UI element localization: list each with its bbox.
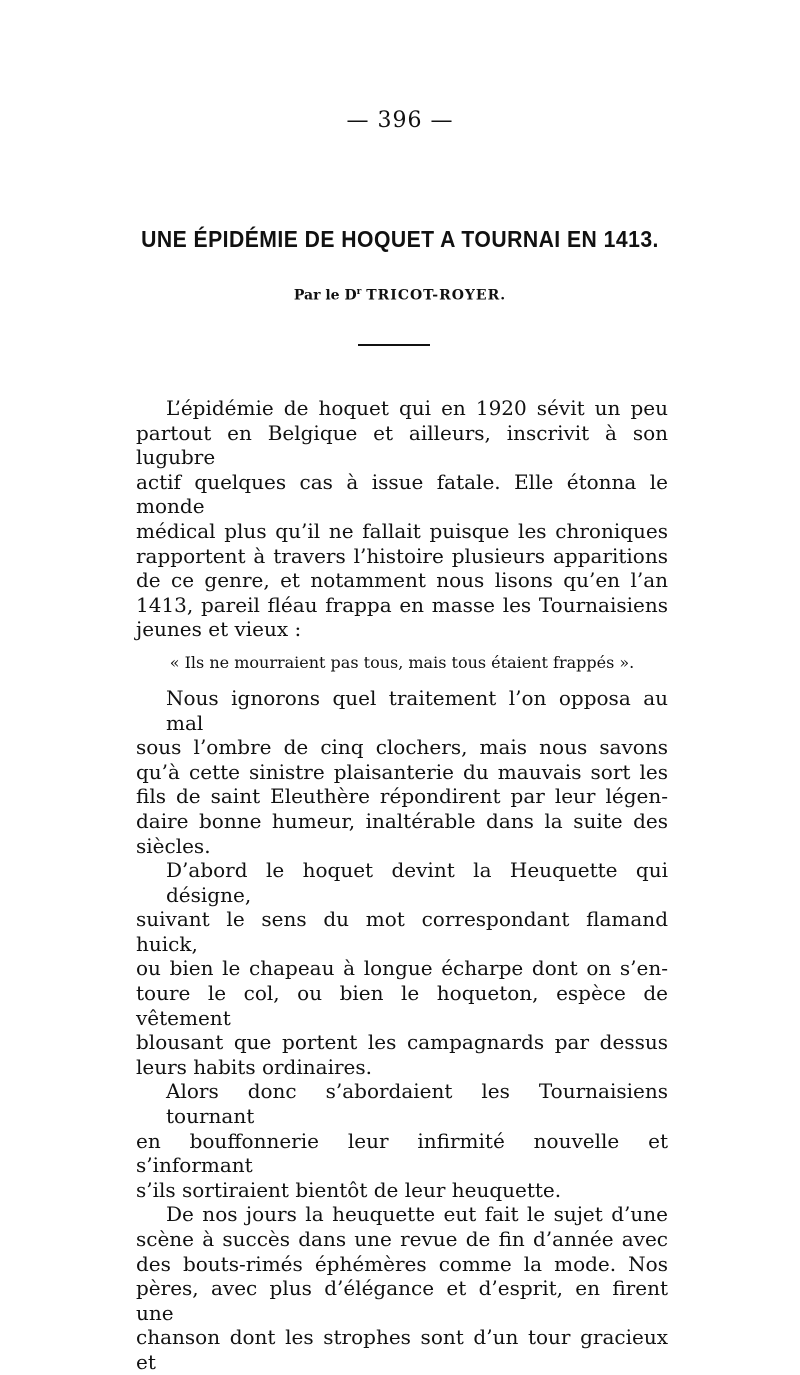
text-line: des bouts-rimés éphémères comme la mode. Nos xyxy=(136,1251,668,1276)
byline xyxy=(0,287,800,304)
text-line: partout en Belgique et ailleurs, inscrivit à son lugubre xyxy=(136,420,668,470)
text-line: daire bonne humeur, inaltérable dans la suite des xyxy=(136,808,668,833)
text-line: jeunes et vieux : xyxy=(136,617,302,642)
text-line: rapportent à travers l’histoire plusieurs apparitions xyxy=(136,543,668,568)
title-divider xyxy=(358,344,430,346)
paragraph-3 xyxy=(136,858,668,1079)
text-line: suivant le sens du mot correspondant flamand huick, xyxy=(136,907,668,956)
text-line: leurs habits ordinaires. xyxy=(136,1054,372,1079)
paragraph-5 xyxy=(136,1202,668,1374)
text-line: D’abord le hoquet devint la Heuquette qui désigne, xyxy=(166,858,668,907)
text-line: ou bien le chapeau à longue écharpe dont on s’en- xyxy=(136,956,668,981)
text-line: De nos jours la heuquette eut fait le sujet d’une xyxy=(166,1202,668,1227)
byline-author: TRICOT-ROYER. xyxy=(366,287,507,304)
byline-sup: r xyxy=(356,287,362,297)
text-line: sous l’ombre de cinq clochers, mais nous savons xyxy=(136,735,668,760)
paragraph-2 xyxy=(136,686,668,858)
paragraph-4 xyxy=(136,1079,668,1202)
text-line: blousant que portent les campagnards par dessus xyxy=(136,1030,668,1055)
paragraph-1 xyxy=(136,396,668,642)
byline-prefix: Par le D xyxy=(293,287,357,304)
page-number: — 396 — xyxy=(346,108,454,133)
text-line: Alors donc s’abordaient les Tournaisiens tournant xyxy=(166,1079,668,1129)
article-title: UNE ÉPIDÉMIE DE HOQUET A TOURNAI EN 1413. xyxy=(141,226,659,252)
text-line: actif quelques cas à issue fatale. Elle étonna le monde xyxy=(136,469,668,519)
text-line: en bouffonnerie leur infirmité nouvelle et s’informant xyxy=(136,1128,668,1178)
text-line: s’ils sortiraient bientôt de leur heuquette. xyxy=(136,1177,562,1202)
text-line: scène à succès dans une revue de fin d’année avec xyxy=(136,1227,668,1251)
text-line: Nous ignorons quel traitement l’on opposa au mal xyxy=(166,685,668,735)
text-line: de ce genre, et notamment nous lisons qu’en l’an xyxy=(136,568,668,593)
text-line: L’épidémie de hoquet qui en 1920 sévit un peu xyxy=(166,396,668,420)
text-line: médical plus qu’il ne fallait puisque les chroniques xyxy=(136,518,668,543)
text-line: chanson dont les strophes sont d’un tour gracieux et xyxy=(136,1325,668,1374)
text-line: 1413, pareil fléau frappa en masse les Tournaisiens xyxy=(136,592,668,617)
text-line: siècles. xyxy=(136,833,211,858)
article-body xyxy=(136,396,668,1375)
text-line: toure le col, ou bien le hoqueton, espèce de vêtement xyxy=(136,981,668,1030)
quotation: « Ils ne mourraient pas tous, mais tous étaient frappés ». xyxy=(169,652,635,672)
text-line: pères, avec plus d’élégance et d’esprit, en firent une xyxy=(136,1276,668,1325)
text-line: fils de saint Eleuthère répondirent par leur légen- xyxy=(136,784,668,809)
text-line: qu’à cette sinistre plaisanterie du mauvais sort les xyxy=(136,759,668,784)
